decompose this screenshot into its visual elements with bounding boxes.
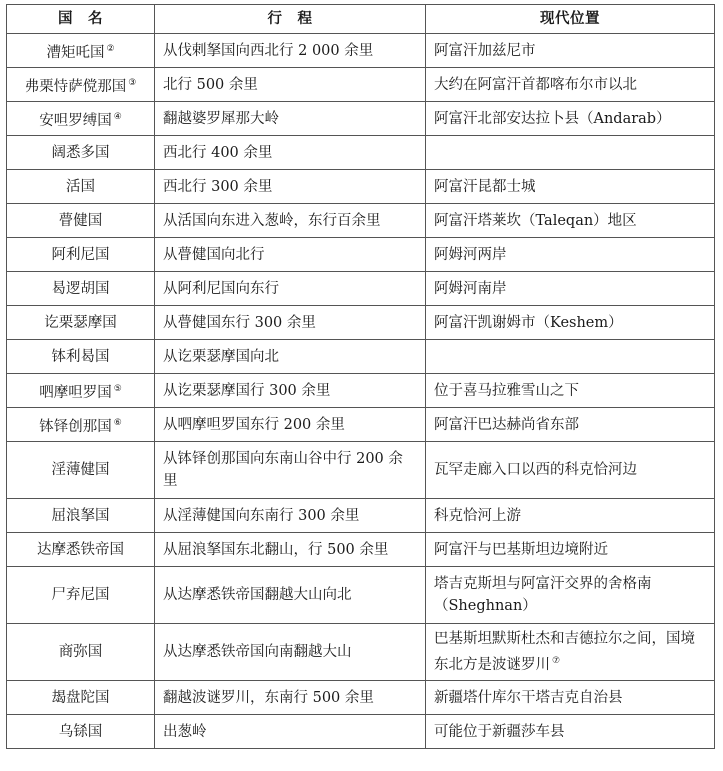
footnote-marker: ⑤ — [113, 383, 122, 394]
country-name: 屈浪拏国 — [51, 507, 110, 524]
table-row — [7, 499, 715, 533]
country-name-cell — [7, 681, 155, 715]
country-name: 阿利尼国 — [51, 246, 110, 263]
location-cell — [426, 681, 715, 715]
location-text: 阿富汗塔莱坎（Taleqan）地区 — [434, 212, 637, 229]
location-cell — [426, 442, 715, 499]
route-cell: 从讫栗瑟摩国行 300 余里 — [155, 374, 426, 408]
country-name: 朅盘陀国 — [51, 689, 110, 706]
country-name-cell — [7, 624, 155, 681]
location-text: 阿富汗北部安达拉卜县（Andarab） — [434, 110, 671, 127]
country-name: 弗栗恃萨傥那国 — [24, 78, 127, 95]
location-cell — [426, 374, 715, 408]
route-cell: 从达摩悉铁帝国翻越大山向北 — [155, 567, 426, 624]
country-name: 漕矩吒国 — [46, 44, 105, 61]
country-name: 商弥国 — [58, 644, 103, 660]
route-cell: 从呬摩呾罗国东行 200 余里 — [155, 408, 426, 442]
route-cell: 从阿利尼国向东行 — [155, 272, 426, 306]
country-name-cell — [7, 238, 155, 272]
country-name-cell — [7, 170, 155, 204]
location-cell — [426, 272, 715, 306]
country-name-cell — [7, 408, 155, 442]
country-name-cell — [7, 102, 155, 136]
location-cell — [426, 204, 715, 238]
table-row — [7, 306, 715, 340]
location-text: 阿姆河南岸 — [434, 280, 507, 297]
location-text: 瓦罕走廊入口以西的科克恰河边 — [434, 462, 637, 478]
location-text: 阿富汗凯谢姆市（Keshem） — [434, 314, 623, 331]
route-cell: 从活国向东进入葱岭，东行百余里 — [155, 204, 426, 238]
location-cell — [426, 136, 715, 170]
route-cell: 出葱岭 — [155, 715, 426, 749]
location-text: 新疆塔什库尔干塔吉克自治县 — [434, 689, 623, 706]
country-name: 淫薄健国 — [51, 462, 110, 478]
location-cell — [426, 567, 715, 624]
table-row — [7, 340, 715, 374]
location-text: 塔吉克斯坦与阿富汗交界的舍格南（Sheghnan） — [434, 576, 652, 614]
country-name: 尸弃尼国 — [51, 587, 110, 603]
table-header-row — [7, 5, 715, 34]
header-route: 行 程 — [155, 5, 426, 34]
table-row — [7, 102, 715, 136]
route-cell: 从屈浪拏国东北翻山，行 500 余里 — [155, 533, 426, 567]
country-name: 瞢健国 — [58, 212, 103, 229]
route-cell: 北行 500 余里 — [155, 68, 426, 102]
location-text: 阿富汗昆都士城 — [434, 178, 536, 195]
country-name: 安呾罗缚国 — [39, 112, 112, 129]
location-text: 科克恰河上游 — [434, 507, 521, 524]
table-row — [7, 34, 715, 68]
table-row — [7, 533, 715, 567]
table-row — [7, 272, 715, 306]
header-location: 现代位置 — [426, 5, 715, 34]
table-row — [7, 715, 715, 749]
country-name-cell — [7, 567, 155, 624]
table-row — [7, 567, 715, 624]
location-cell — [426, 238, 715, 272]
table-body — [7, 34, 715, 749]
location-cell — [426, 34, 715, 68]
country-name: 活国 — [66, 178, 95, 195]
location-cell — [426, 102, 715, 136]
country-name: 钵利曷国 — [51, 348, 110, 365]
table-row — [7, 68, 715, 102]
country-name: 达摩悉铁帝国 — [37, 541, 124, 558]
route-cell: 西北行 400 余里 — [155, 136, 426, 170]
route-cell: 从瞢健国向北行 — [155, 238, 426, 272]
route-cell: 从达摩悉铁帝国向南翻越大山 — [155, 624, 426, 681]
footnote-marker: ④ — [113, 111, 122, 122]
table-row — [7, 136, 715, 170]
table-row — [7, 238, 715, 272]
table-row — [7, 681, 715, 715]
footnote-marker: ② — [106, 43, 115, 54]
country-name-cell — [7, 340, 155, 374]
table-row — [7, 624, 715, 681]
location-text: 阿富汗巴达赫尚省东部 — [434, 416, 579, 433]
country-name-cell — [7, 136, 155, 170]
route-cell: 从伐剌拏国向西北行 2 000 余里 — [155, 34, 426, 68]
location-text: 阿姆河两岸 — [434, 246, 507, 263]
country-name: 呬摩呾罗国 — [39, 384, 112, 401]
country-name: 讫栗瑟摩国 — [44, 314, 117, 331]
location-text: 阿富汗与巴基斯坦边境附近 — [434, 541, 608, 558]
footnote-marker: ⑥ — [113, 417, 122, 428]
footnote-marker: ③ — [128, 77, 137, 88]
country-name-cell — [7, 499, 155, 533]
location-cell — [426, 68, 715, 102]
footnote-marker: ⑦ — [552, 656, 561, 666]
location-text: 大约在阿富汗首都喀布尔市以北 — [434, 76, 637, 93]
country-name-cell — [7, 374, 155, 408]
location-cell — [426, 306, 715, 340]
country-name-cell — [7, 715, 155, 749]
country-name-cell — [7, 204, 155, 238]
route-cell: 从淫薄健国向东南行 300 余里 — [155, 499, 426, 533]
location-text: 阿富汗加兹尼市 — [434, 42, 536, 59]
location-cell — [426, 715, 715, 749]
country-name: 曷逻胡国 — [51, 280, 110, 297]
country-name-cell — [7, 442, 155, 499]
location-cell — [426, 624, 715, 681]
country-name-cell — [7, 68, 155, 102]
country-name: 乌铩国 — [58, 723, 103, 740]
table-row — [7, 170, 715, 204]
route-cell: 西北行 300 余里 — [155, 170, 426, 204]
country-name-cell — [7, 533, 155, 567]
location-text: 位于喜马拉雅雪山之下 — [434, 382, 579, 399]
route-cell: 翻越婆罗犀那大岭 — [155, 102, 426, 136]
location-cell — [426, 499, 715, 533]
location-cell — [426, 170, 715, 204]
table-row — [7, 204, 715, 238]
country-name-cell — [7, 34, 155, 68]
route-cell: 从瞢健国东行 300 余里 — [155, 306, 426, 340]
header-country: 国 名 — [7, 5, 155, 34]
table-row — [7, 374, 715, 408]
route-cell: 从讫栗瑟摩国向北 — [155, 340, 426, 374]
route-cell: 从钵铎创那国向东南山谷中行 200 余里 — [155, 442, 426, 499]
location-text: 巴基斯坦默斯杜杰和吉德拉尔之间，国境东北方是波谜罗川 — [434, 631, 695, 673]
itinerary-table-container — [6, 4, 714, 749]
country-name: 钵铎创那国 — [39, 418, 112, 435]
itinerary-table — [6, 4, 715, 749]
country-name-cell — [7, 306, 155, 340]
location-cell — [426, 408, 715, 442]
table-row — [7, 408, 715, 442]
route-cell: 翻越波谜罗川，东南行 500 余里 — [155, 681, 426, 715]
location-cell — [426, 340, 715, 374]
table-row — [7, 442, 715, 499]
country-name-cell — [7, 272, 155, 306]
location-text: 可能位于新疆莎车县 — [434, 723, 565, 740]
location-cell — [426, 533, 715, 567]
country-name: 阔悉多国 — [51, 144, 110, 161]
